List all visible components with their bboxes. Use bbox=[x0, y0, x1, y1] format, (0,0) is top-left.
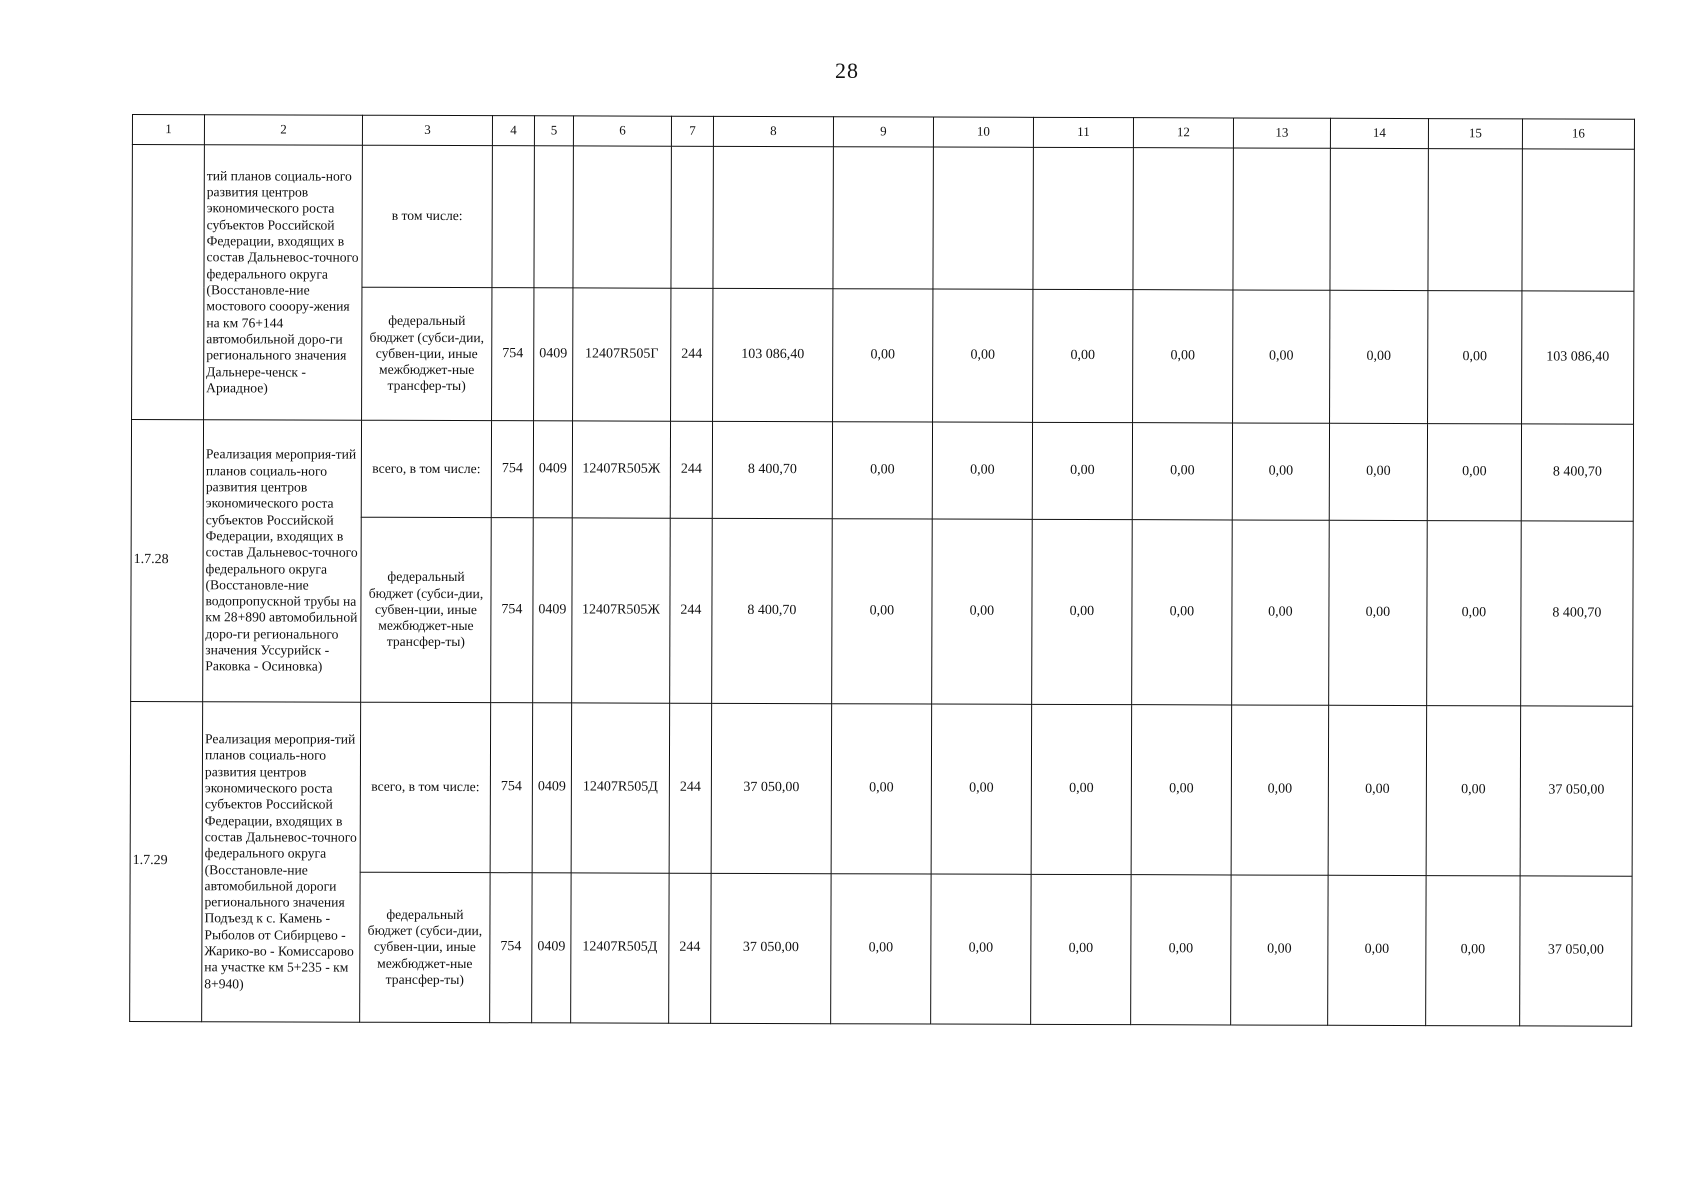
column-header: 16 bbox=[1522, 119, 1634, 149]
year-amount-cell: 0,00 bbox=[832, 422, 932, 519]
year-amount-cell: 0,00 bbox=[1426, 876, 1520, 1026]
column-header: 11 bbox=[1033, 117, 1133, 147]
item-number-cell: 1.7.28 bbox=[131, 420, 204, 702]
table-row bbox=[132, 145, 1634, 292]
year-amount-cell: 0,00 bbox=[1031, 874, 1131, 1024]
final-amount-cell bbox=[1522, 149, 1634, 291]
section-code-cell: 0409 bbox=[533, 421, 572, 518]
column-header: 10 bbox=[933, 117, 1033, 147]
year-amount-cell: 0,00 bbox=[933, 289, 1033, 422]
page-number: 28 bbox=[835, 58, 859, 83]
admin-code-cell: 754 bbox=[492, 288, 534, 421]
year-amount-cell: 0,00 bbox=[1231, 705, 1329, 875]
expense-type-cell: 244 bbox=[670, 518, 713, 703]
section-code-cell: 0409 bbox=[533, 518, 573, 703]
total-amount-cell: 8 400,70 bbox=[712, 421, 832, 518]
target-article-cell bbox=[573, 146, 671, 288]
section-code-cell: 0409 bbox=[532, 873, 571, 1023]
funding-source-cell: всего, в том числе: bbox=[360, 702, 491, 872]
year-amount-cell: 0,00 bbox=[1232, 520, 1330, 705]
year-amount-cell: 0,00 bbox=[1131, 875, 1231, 1025]
admin-code-cell: 754 bbox=[491, 421, 533, 518]
year-amount-cell: 0,00 bbox=[1231, 875, 1328, 1025]
year-amount-cell: 0,00 bbox=[1133, 290, 1233, 423]
column-header: 2 bbox=[204, 115, 362, 145]
year-amount-cell: 0,00 bbox=[1031, 704, 1132, 874]
year-amount-cell: 0,00 bbox=[1032, 422, 1132, 519]
year-amount-cell: 0,00 bbox=[931, 874, 1031, 1024]
expense-type-cell bbox=[671, 146, 713, 288]
funding-source-cell: федеральный бюджет (субси-дии, субвен-ции, иные межбюджет-ные трансфер-ты) bbox=[360, 872, 490, 1022]
year-amount-cell bbox=[833, 147, 933, 289]
year-amount-cell bbox=[1133, 148, 1233, 290]
final-amount-cell: 8 400,70 bbox=[1521, 521, 1634, 706]
year-amount-cell: 0,00 bbox=[932, 519, 1033, 704]
year-amount-cell: 0,00 bbox=[1330, 290, 1428, 423]
year-amount-cell: 0,00 bbox=[931, 704, 1032, 874]
year-amount-cell: 0,00 bbox=[1428, 291, 1522, 424]
total-amount-cell: 8 400,70 bbox=[712, 518, 833, 703]
admin-code-cell bbox=[492, 146, 534, 288]
total-amount-cell bbox=[713, 146, 833, 288]
total-amount-cell: 37 050,00 bbox=[711, 873, 831, 1023]
funding-source-cell: федеральный бюджет (субси-дии, субвен-ции, иные межбюджет-ные трансфер-ты) bbox=[361, 517, 492, 702]
column-header: 6 bbox=[573, 116, 671, 146]
year-amount-cell: 0,00 bbox=[833, 289, 933, 422]
total-amount-cell: 103 086,40 bbox=[713, 288, 833, 421]
year-amount-cell: 0,00 bbox=[1328, 875, 1426, 1025]
expense-type-cell: 244 bbox=[670, 421, 712, 518]
table-row bbox=[131, 420, 1633, 522]
funding-source-cell: федеральный бюджет (субси-дии, субвен-ции, иные межбюджет-ные трансфер-ты) bbox=[362, 287, 492, 420]
section-code-cell: 0409 bbox=[534, 288, 573, 421]
final-amount-cell: 8 400,70 bbox=[1521, 424, 1633, 521]
year-amount-cell: 0,00 bbox=[1232, 423, 1329, 520]
item-number-cell bbox=[132, 145, 205, 420]
year-amount-cell: 0,00 bbox=[1033, 289, 1133, 422]
target-article-cell: 12407R505Д bbox=[571, 703, 670, 873]
item-number-cell: 1.7.29 bbox=[130, 701, 203, 1021]
year-amount-cell bbox=[1428, 149, 1522, 291]
year-amount-cell bbox=[1330, 148, 1428, 290]
final-amount-cell: 103 086,40 bbox=[1522, 291, 1634, 424]
section-code-cell: 0409 bbox=[532, 703, 572, 873]
column-header: 9 bbox=[833, 117, 933, 147]
budget-table bbox=[129, 114, 1635, 1027]
column-header: 4 bbox=[492, 116, 534, 146]
column-header: 15 bbox=[1428, 119, 1522, 149]
funding-source-cell: в том числе: bbox=[362, 145, 492, 287]
year-amount-cell: 0,00 bbox=[1131, 705, 1232, 875]
table-row bbox=[130, 701, 1633, 876]
year-amount-cell: 0,00 bbox=[1427, 521, 1522, 706]
expense-type-cell: 244 bbox=[669, 873, 711, 1023]
final-amount-cell: 37 050,00 bbox=[1520, 876, 1632, 1026]
year-amount-cell: 0,00 bbox=[1132, 423, 1232, 520]
year-amount-cell: 0,00 bbox=[1233, 290, 1330, 423]
column-header: 13 bbox=[1233, 118, 1330, 148]
funding-source-cell: всего, в том числе: bbox=[361, 420, 491, 517]
item-name-cell: Реализация мероприя-тий планов социаль-ного развития центров экономического роста субъектов Российской Федерации, входящих в состав Дальневос-точного федерального округа (Восстановле-ние автомобильной дороги регионального значения Подъезд к с. Камень - Рыболов от Сибирцево - Жарико-во - Комиссарово на участке км 5+235 - км 8+940) bbox=[202, 702, 361, 1022]
column-header: 7 bbox=[671, 116, 713, 146]
year-amount-cell: 0,00 bbox=[1032, 519, 1133, 704]
year-amount-cell bbox=[1033, 147, 1133, 289]
section-code-cell bbox=[534, 146, 573, 288]
year-amount-cell: 0,00 bbox=[831, 704, 932, 874]
target-article-cell: 12407R505Г bbox=[573, 288, 671, 421]
year-amount-cell: 0,00 bbox=[1328, 705, 1427, 875]
item-name-cell: тий планов социаль-ного развития центров экономического роста субъектов Российской Федерации, входящих в состав Дальневос-точного федерального округа (Восстановле-ние мостового сооору-жения на км 76+144 автомобильной доро-ги регионального значения Дальнере-ченск - Ариадное) bbox=[204, 145, 363, 420]
year-amount-cell: 0,00 bbox=[932, 422, 1032, 519]
year-amount-cell: 0,00 bbox=[1329, 520, 1428, 705]
column-header: 1 bbox=[132, 115, 204, 145]
year-amount-cell: 0,00 bbox=[1427, 424, 1521, 521]
year-amount-cell: 0,00 bbox=[1132, 520, 1233, 705]
column-header: 5 bbox=[534, 116, 573, 146]
expense-type-cell: 244 bbox=[671, 288, 713, 421]
year-amount-cell: 0,00 bbox=[1329, 423, 1427, 520]
column-header: 14 bbox=[1330, 118, 1428, 148]
column-header: 3 bbox=[362, 115, 492, 145]
admin-code-cell: 754 bbox=[491, 518, 534, 703]
year-amount-cell: 0,00 bbox=[832, 519, 933, 704]
final-amount-cell: 37 050,00 bbox=[1520, 706, 1633, 876]
target-article-cell: 12407R505Ж bbox=[572, 518, 671, 703]
expense-type-cell: 244 bbox=[669, 703, 712, 873]
year-amount-cell: 0,00 bbox=[831, 874, 931, 1024]
column-header: 12 bbox=[1133, 118, 1233, 148]
admin-code-cell: 754 bbox=[490, 873, 532, 1023]
item-name-cell: Реализация мероприя-тий планов социаль-ного развития центров экономического роста субъектов Российской Федерации, входящих в состав Дальневос-точного федерального округа (Восстановле-ние водопропускной трубы на км 28+890 автомобильной доро-ги регионального значения Уссурийск - Раковка - Осиновка) bbox=[203, 420, 362, 702]
year-amount-cell bbox=[1233, 148, 1330, 290]
year-amount-cell: 0,00 bbox=[1426, 706, 1521, 876]
admin-code-cell: 754 bbox=[490, 703, 533, 873]
year-amount-cell bbox=[933, 147, 1033, 289]
target-article-cell: 12407R505Ж bbox=[572, 421, 670, 518]
column-header: 8 bbox=[713, 116, 833, 146]
target-article-cell: 12407R505Д bbox=[571, 873, 669, 1023]
total-amount-cell: 37 050,00 bbox=[711, 703, 832, 873]
column-number-row bbox=[132, 115, 1634, 150]
